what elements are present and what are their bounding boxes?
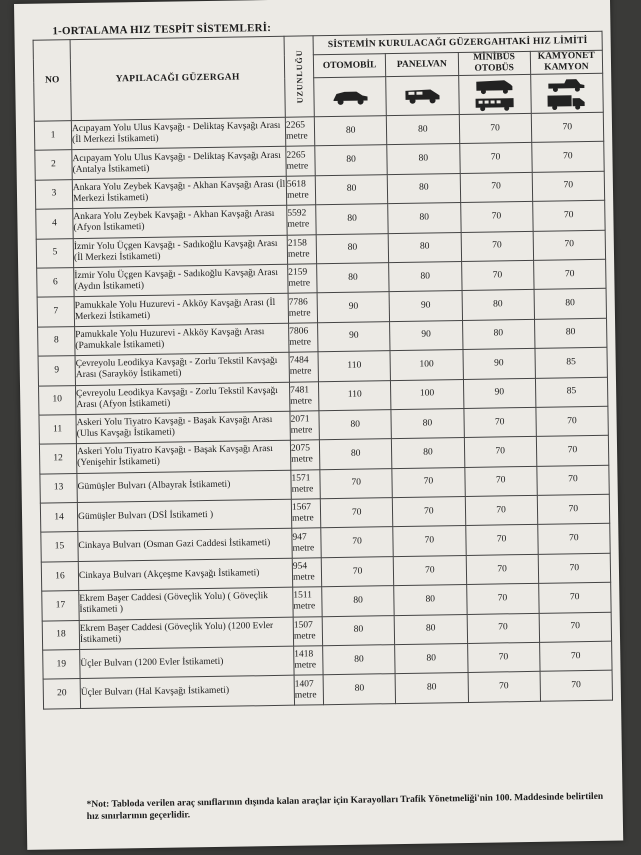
pickup-truck-icon-cell: [530, 73, 603, 113]
footnote: *Not: Tabloda verilen araç sınıflarının dışında kalan araçlar için Karayolları Trafik Yönetmeliği'nin 100. Maddesinde belirtilen hız sınırlarının geçerlidir.: [86, 791, 604, 822]
row-route: Pamukkale Yolu Huzurevi - Akköy Kavşağı Arası (İl Merkezi İstikameti): [74, 294, 288, 327]
row-number: 19: [43, 650, 80, 680]
row-speed-car: 90: [318, 321, 391, 352]
row-speed-panelvan: 70: [392, 467, 465, 498]
row-speed-minibus-bus: 70: [461, 260, 534, 291]
pickup-truck-icon: [545, 76, 590, 111]
row-speed-truck: 70: [540, 671, 613, 702]
row-route: Askeri Yolu Tiyatro Kavşağı - Başak Kavşağı Arası (Yenişehir İstikameti): [76, 441, 290, 474]
row-speed-minibus-bus: 80: [462, 319, 535, 350]
row-speed-minibus-bus: 70: [460, 202, 533, 233]
row-speed-minibus-bus: 70: [465, 525, 538, 556]
row-route: Acıpayam Yolu Ulus Kavşağı - Deliktaş Kavşağı Arası (İl Merkezi İstikameti): [71, 117, 285, 150]
header-speed-limit: SİSTEMİN KURULACAĞI GÜZERGAHTAKİ HIZ LİMİTİ: [313, 31, 602, 55]
row-route: Ankara Yolu Zeybek Kavşağı - Akhan Kavşağı Arası (İl Merkezi İstikameti): [72, 176, 286, 209]
row-speed-minibus-bus: 80: [462, 290, 535, 321]
row-speed-panelvan: 80: [395, 673, 468, 704]
row-speed-panelvan: 80: [391, 408, 464, 439]
row-number: 10: [38, 385, 75, 415]
car-icon-cell: [314, 77, 387, 117]
row-speed-car: 110: [318, 351, 391, 382]
row-speed-truck: 70: [537, 494, 610, 525]
table-body: [34, 112, 612, 709]
row-speed-minibus-bus: 90: [463, 378, 536, 409]
header-truck: KAMYONET KAMYON: [530, 50, 603, 74]
row-speed-panelvan: 80: [394, 614, 467, 645]
row-route: Çevreyolu Leodikya Kavşağı - Zorlu Tekstil Kavşağı Arası (Afyon İstikameti): [75, 382, 289, 415]
row-route: Ankara Yolu Zeybek Kavşağı - Akhan Kavşağı Arası (Afyon İstikameti): [73, 205, 287, 238]
header-length: [284, 36, 314, 117]
row-speed-minibus-bus: 70: [466, 554, 539, 585]
row-speed-truck: 70: [531, 142, 604, 173]
row-route: Cinkaya Bulvarı (Osman Gazi Caddesi İstikameti): [78, 529, 292, 562]
row-speed-car: 90: [317, 292, 390, 323]
row-speed-panelvan: 100: [391, 379, 464, 410]
row-speed-minibus-bus: 70: [459, 113, 532, 144]
row-route: İzmir Yolu Üçgen Kavşağı - Sadıkoğlu Kavşağı Arası (Aydın İstikameti): [74, 264, 288, 297]
minibus-bus-icon: [472, 77, 517, 112]
row-number: 8: [38, 326, 75, 356]
row-route: Üçler Bulvarı (Hal Kavşağı İstikameti): [80, 676, 294, 709]
row-speed-panelvan: 70: [393, 526, 466, 557]
row-number: 3: [35, 179, 72, 209]
row-speed-minibus-bus: 70: [466, 584, 539, 615]
row-speed-panelvan: 100: [390, 350, 463, 381]
row-number: 11: [39, 414, 76, 444]
row-speed-truck: 70: [532, 171, 605, 202]
document-page: [14, 0, 623, 850]
row-speed-truck: 70: [539, 641, 612, 672]
row-speed-truck: 70: [532, 200, 605, 231]
row-speed-minibus-bus: 90: [462, 348, 535, 379]
row-speed-minibus-bus: 70: [463, 407, 536, 438]
row-speed-truck: 70: [537, 465, 610, 496]
row-length: 7806 metre: [289, 323, 318, 353]
section-title: 1-ORTALAMA HIZ TESPİT SİSTEMLERİ:: [52, 21, 272, 38]
row-length: 1567 metre: [291, 499, 320, 529]
row-length: 5618 metre: [286, 176, 315, 206]
row-speed-car: 70: [321, 527, 394, 558]
row-route: Pamukkale Yolu Huzurevi - Akköy Kavşağı Arası (Pamukkale İstikameti): [75, 323, 289, 356]
row-speed-car: 70: [320, 498, 393, 529]
row-speed-minibus-bus: 70: [467, 642, 540, 673]
row-speed-car: 80: [316, 204, 389, 235]
row-speed-truck: 70: [536, 406, 609, 437]
row-length: 1407 metre: [294, 675, 323, 705]
row-length: 2158 metre: [287, 234, 316, 264]
row-route: Gümüşler Bulvarı (Albayrak İstikameti): [77, 470, 291, 503]
row-speed-car: 80: [314, 116, 387, 147]
row-length: 2075 metre: [290, 440, 319, 470]
row-speed-panelvan: 90: [390, 320, 463, 351]
row-speed-truck: 70: [538, 553, 611, 584]
row-speed-truck: 70: [538, 582, 611, 613]
row-route: İzmir Yolu Üçgen Kavşağı - Sadıkoğlu Kavşağı Arası (İl Merkezi İstikameti): [73, 235, 287, 268]
row-speed-truck: 80: [534, 289, 607, 320]
row-length: 2071 metre: [290, 411, 319, 441]
row-length: 7484 metre: [289, 352, 318, 382]
row-speed-panelvan: 70: [393, 555, 466, 586]
row-speed-truck: 80: [534, 318, 607, 349]
row-length: 2159 metre: [288, 264, 317, 294]
speed-limit-table: [33, 31, 613, 710]
row-number: 13: [40, 473, 77, 503]
row-number: 14: [40, 503, 77, 533]
row-speed-car: 80: [322, 615, 395, 646]
row-speed-truck: 70: [539, 612, 612, 643]
row-length: 7786 metre: [288, 293, 317, 323]
row-number: 9: [38, 356, 75, 386]
row-speed-panelvan: 80: [388, 232, 461, 263]
row-speed-panelvan: 80: [388, 203, 461, 234]
row-speed-car: 110: [318, 380, 391, 411]
row-speed-panelvan: 70: [393, 497, 466, 528]
row-number: 1: [34, 121, 71, 151]
row-speed-truck: 70: [533, 230, 606, 261]
van-icon-cell: [386, 76, 459, 116]
row-speed-car: 70: [320, 468, 393, 499]
header-no: NO: [33, 40, 71, 122]
row-number: 12: [39, 444, 76, 474]
row-number: 5: [36, 238, 73, 268]
row-length: 1507 metre: [293, 616, 322, 646]
row-number: 7: [37, 297, 74, 327]
minibus-bus-icon-cell: [458, 74, 531, 114]
row-speed-minibus-bus: 70: [464, 437, 537, 468]
row-speed-panelvan: 80: [387, 115, 460, 146]
row-speed-car: 80: [315, 174, 388, 205]
row-speed-panelvan: 90: [389, 291, 462, 322]
row-speed-car: 70: [321, 556, 394, 587]
row-speed-car: 80: [323, 674, 396, 705]
row-speed-minibus-bus: 70: [467, 613, 540, 644]
row-route: Acıpayam Yolu Ulus Kavşağı - Deliktaş Kavşağı Arası (Antalya İstikameti): [72, 147, 286, 180]
header-minibus-bus: MİNİBÜS OTOBÜS: [458, 51, 531, 75]
row-speed-truck: 85: [535, 347, 608, 378]
row-length: 5592 metre: [287, 205, 316, 235]
row-length: 2265 metre: [285, 117, 314, 147]
row-length: 947 metre: [292, 528, 321, 558]
row-route: Üçler Bulvarı (1200 Evler İstikameti): [80, 646, 294, 679]
row-route: Cinkaya Bulvarı (Akçeşme Kavşağı İstikameti): [78, 558, 292, 591]
row-number: 17: [42, 591, 79, 621]
row-speed-minibus-bus: 70: [459, 143, 532, 174]
row-speed-panelvan: 80: [387, 173, 460, 204]
row-speed-minibus-bus: 70: [468, 672, 541, 703]
row-speed-minibus-bus: 70: [460, 172, 533, 203]
row-route: Gümüşler Bulvarı (DSİ İstikameti ): [77, 499, 291, 532]
row-speed-panelvan: 80: [387, 144, 460, 175]
row-speed-car: 80: [319, 439, 392, 470]
row-length: 954 metre: [292, 558, 321, 588]
row-speed-car: 80: [323, 645, 396, 676]
row-speed-truck: 70: [531, 112, 604, 143]
row-route: Ekrem Başer Caddesi (Göveçlik Yolu) (1200 Evler İstikameti): [79, 617, 293, 650]
row-length: 2265 metre: [286, 146, 315, 176]
row-number: 4: [36, 209, 73, 239]
row-length: 1571 metre: [291, 469, 320, 499]
header-car: OTOMOBİL: [313, 54, 386, 78]
row-speed-car: 80: [317, 263, 390, 294]
row-length: 1511 metre: [293, 587, 322, 617]
row-speed-minibus-bus: 70: [464, 466, 537, 497]
row-speed-truck: 70: [533, 259, 606, 290]
row-speed-minibus-bus: 70: [461, 231, 534, 262]
header-panelvan: PANELVAN: [386, 53, 459, 77]
row-number: 15: [41, 532, 78, 562]
row-length: 1418 metre: [294, 646, 323, 676]
row-length: 7481 metre: [289, 381, 318, 411]
row-number: 6: [37, 268, 74, 298]
car-icon: [330, 87, 370, 106]
row-speed-car: 80: [319, 410, 392, 441]
row-speed-minibus-bus: 70: [465, 495, 538, 526]
row-number: 2: [35, 150, 72, 180]
row-speed-truck: 70: [537, 524, 610, 555]
row-speed-truck: 70: [536, 436, 609, 467]
row-speed-panelvan: 80: [395, 643, 468, 674]
row-route: Ekrem Başer Caddesi (Göveçlik Yolu) ( Göveçlik İstikameti ): [79, 587, 293, 620]
van-icon: [402, 86, 442, 105]
row-speed-truck: 85: [535, 377, 608, 408]
row-speed-car: 80: [316, 233, 389, 264]
row-speed-panelvan: 80: [394, 585, 467, 616]
header-route: YAPILACAĞI GÜZERGAH: [70, 36, 285, 120]
row-number: 16: [41, 561, 78, 591]
row-number: 20: [43, 679, 80, 709]
row-number: 18: [42, 620, 79, 650]
row-route: Çevreyolu Leodikya Kavşağı - Zorlu Tekstil Kavşağı Arası (Sarayköy İstikameti): [75, 352, 289, 385]
row-speed-panelvan: 80: [392, 438, 465, 469]
row-speed-car: 80: [322, 586, 395, 617]
row-speed-panelvan: 80: [389, 261, 462, 292]
row-speed-car: 80: [315, 145, 388, 176]
row-route: Askeri Yolu Tiyatro Kavşağı - Başak Kavşağı Arası (Ulus Kavşağı İstikameti): [76, 411, 290, 444]
header-length-label: UZUNLUĞU: [294, 49, 305, 104]
